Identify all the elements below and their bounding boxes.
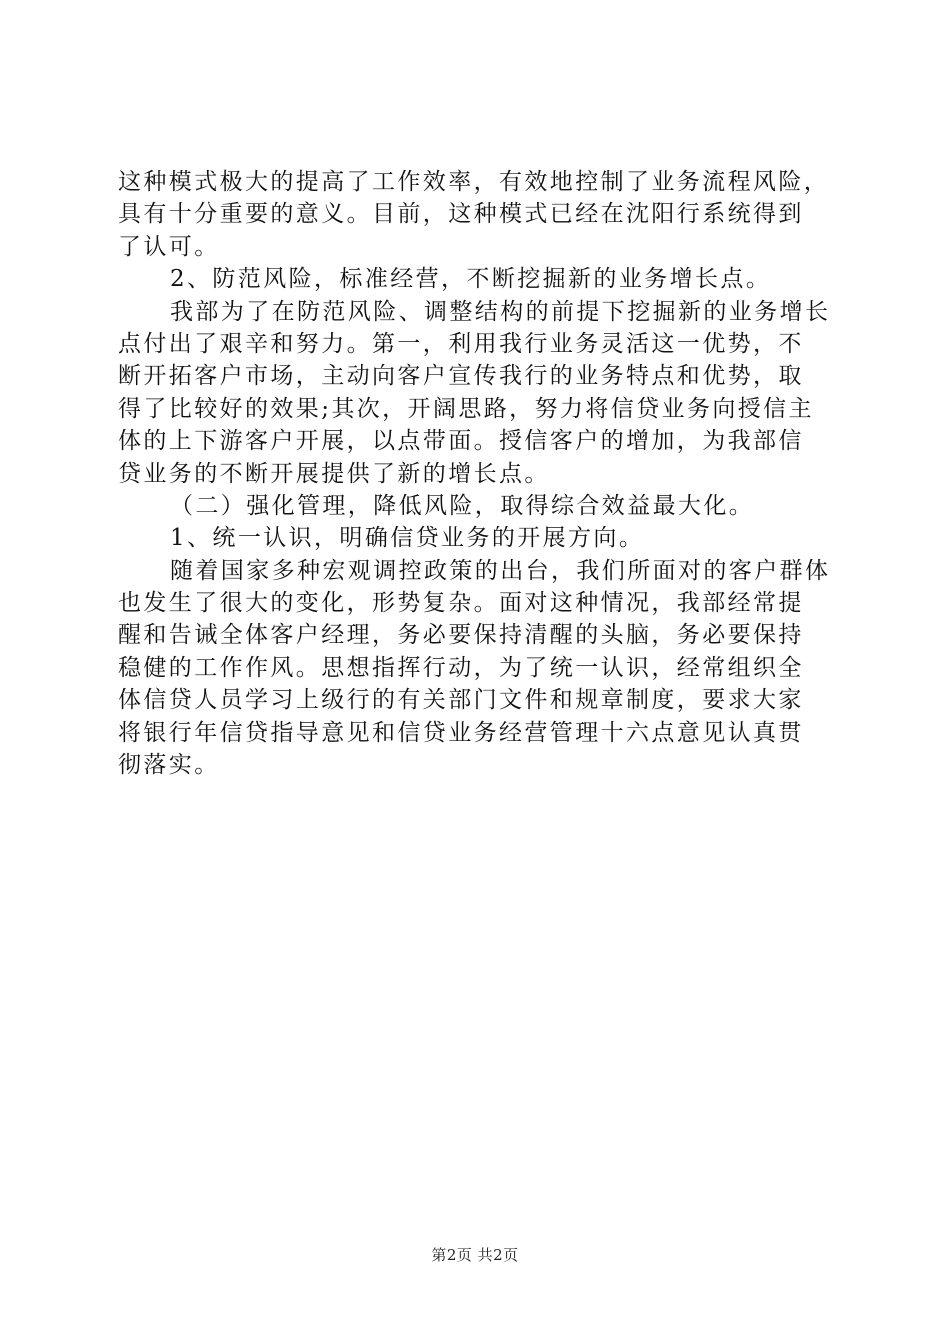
text-line: 我部为了在防范风险、调整结构的前提下挖掘新的业务增长 [170,298,831,325]
text-line: 醒和告诫全体客户经理，务必要保持清醒的头脑，务必要保持 [118,622,804,649]
text-line: 体信贷人员学习上级行的有关部门文件和规章制度，要求大家 [118,687,804,714]
text-line: 贷业务的不断开展提供了新的增长点。 [118,460,550,487]
text-line: 断开拓客户市场，主动向客户宣传我行的业务特点和优势，取 [118,363,804,390]
text-line: 具有十分重要的意义。目前，这种模式已经在沈阳行系统得到 [118,201,804,228]
text-line: 随着国家多种宏观调控政策的出台，我们所面对的客户群体 [170,557,831,584]
text-line: 了认可。 [118,233,220,260]
document-body [118,166,834,781]
text-line: 稳健的工作作风。思想指挥行动，为了统一认识，经常组织全 [118,654,804,681]
text-line: 得了比较好的效果;其次，开阔思路，努力将信贷业务向授信主 [118,395,814,422]
text-line: 体的上下游客户开展，以点带面。授信客户的增加，为我部信 [118,428,804,455]
text-line: 点付出了艰辛和努力。第一，利用我行业务灵活这一优势，不 [118,330,804,357]
text-line: 彻落实。 [118,752,220,779]
section-heading: 2、防范风险，标准经营，不断挖掘新的业务增长点。 [170,266,772,293]
page-footer [0,1244,950,1265]
text-line: 也发生了很大的变化，形势复杂。面对这种情况，我部经常提 [118,590,804,617]
text-line: 将银行年信贷指导意见和信贷业务经营管理十六点意见认真贯 [118,719,804,746]
section-heading: （二）强化管理，降低风险，取得综合效益最大化。 [170,492,755,519]
section-heading: 1、统一认识，明确信贷业务的开展方向。 [170,525,645,552]
page-number-label: 第2页 共2页 [431,1246,519,1264]
text-line: 这种模式极大的提高了工作效率，有效地控制了业务流程风险， [118,169,830,195]
